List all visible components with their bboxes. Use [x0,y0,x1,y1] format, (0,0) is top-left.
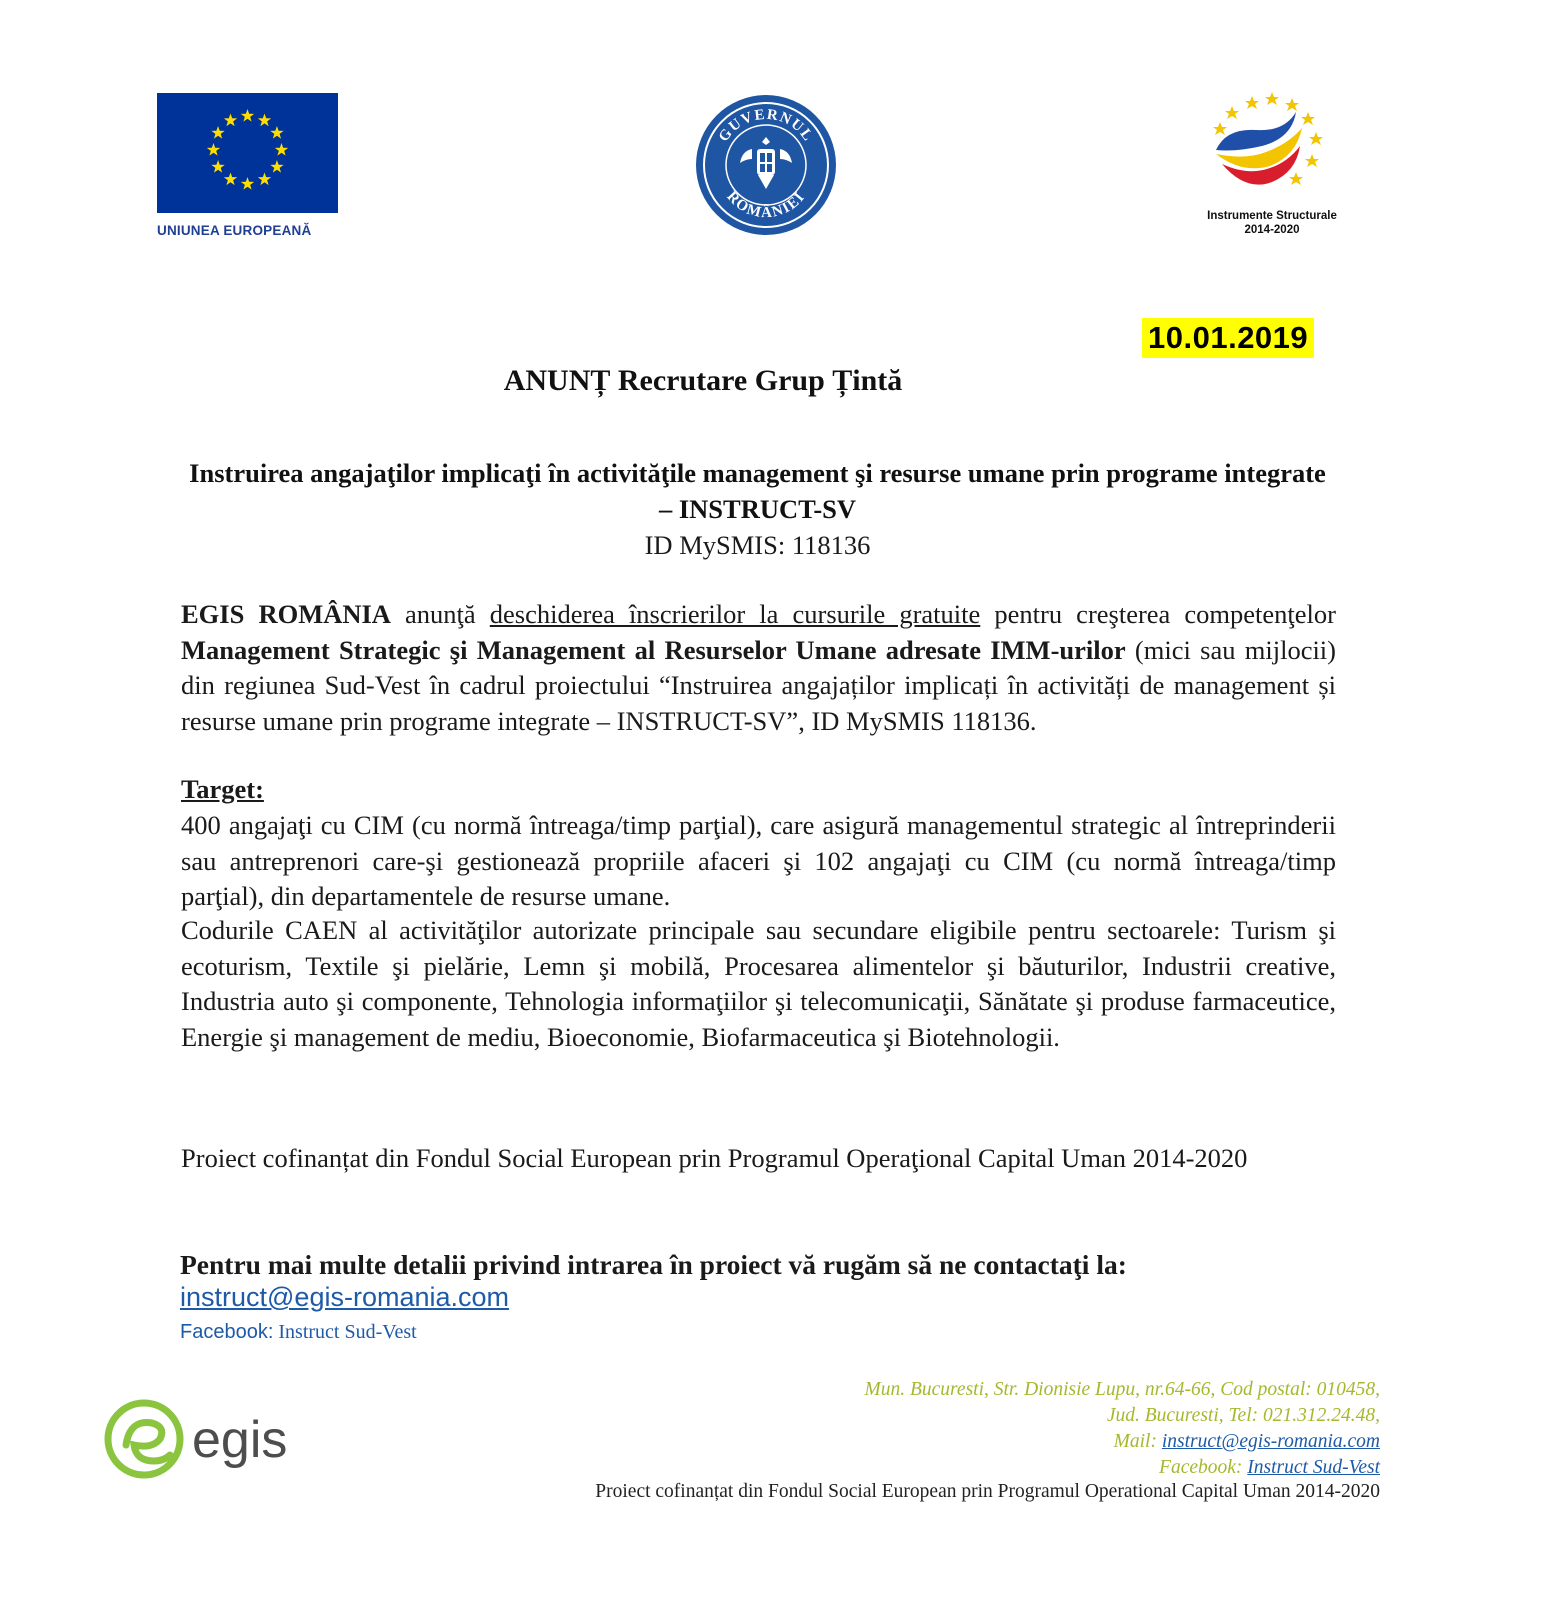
eu-flag-icon [157,93,338,213]
intro-paragraph [181,597,1336,739]
instrumente-structurale-icon [1192,90,1352,202]
contact-heading: Pentru mai multe detalii privind intrarea în proiect vă rugăm să ne contactaţi la: [180,1249,1127,1280]
svg-text:GUVERNUL: GUVERNUL [715,106,817,145]
project-id: ID MySMIS: 118136 [644,530,871,560]
caen-text: Codurile CAEN al activităţilor autorizate principale sau secundare eligibile pentru sectoarele: Turism şi ecoturism, Textile şi pielărie, Lemn şi mobilă, Procesarea alimentelor şi băuturilor, Industrii creative, Industria auto şi componente, Tehnologia informaţiilor şi telecomunicaţii, Sănătate şi produse farmaceutice, Energie şi management de mediu, Bioeconomie, Biofarmaceutica şi Biotehnologii. [181,915,1336,1052]
egis-logo-icon [104,1395,314,1485]
footer-address [680,1377,1380,1481]
instrumente-structurale-label [1192,209,1352,237]
intro-mid: pentru creşterea competenţelor [980,599,1336,629]
footer-facebook-line [680,1455,1380,1481]
guvernul-romaniei-seal-icon [694,93,838,237]
competencies-text: Management Strategic şi Management al Resurselor Umane adresate IMM-urilor [181,634,1126,665]
enrollment-text: deschiderea înscrierilor la cursurile gratuite [489,599,981,629]
footer-address-line2: Jud. Bucuresti, Tel: 021.312.24.48, [1106,1405,1380,1426]
contact-email-link[interactable]: instruct@egis-romania.com [180,1282,510,1312]
struct-label-line2: 2014-2020 [1244,224,1300,236]
egis-wordmark: egis [192,1411,288,1469]
page-title: ANUNȚ Recrutare Grup Țintă [503,364,903,397]
instrumente-structurale-logo [1192,90,1352,237]
svg-text:ROMÂNIEI: ROMÂNIEI [723,188,809,222]
date-badge: 10.01.2019 [1142,318,1314,358]
eu-label: UNIUNEA EUROPEANĂ [157,223,312,238]
footer-address-line1: Mun. Bucuresti, Str. Dionisie Lupu, nr.64-66, Cod postal: 010458, [864,1379,1380,1400]
facebook-link[interactable]: Instruct Sud-Vest [278,1321,417,1343]
target-heading: Target: [181,774,264,804]
footer-mail-line [680,1429,1380,1455]
intro-announces: anunţă [390,599,490,629]
facebook-line [180,1321,417,1344]
intro-rest: (mici sau mijlocii) din regiunea Sud-Vest în cadrul proiectului “Instruirea angajaților implicați în activități de management și resurse umane prin programe integrate – INSTRUCT-SV”, ID MySMIS 118136. [181,634,1336,736]
footer-mail-label: Mail: [1113,1431,1157,1452]
target-text: 400 angajaţi cu CIM (cu normă întreaga/timp parţial), care asigură managementul strategic al întreprinderii sau antreprenori care-şi gestionează propriile afaceri şi 102 angajaţi cu CIM (cu normă întreaga/timp parţial), din departamentele de resurse umane. [181,810,1336,911]
footer-cofinancing: Proiect cofinanțat din Fondul Social European prin Programul Operational Capital Uman 2014-2020 [595,1481,1380,1502]
footer-facebook-label: Facebook: [1159,1457,1243,1478]
eu-logo [157,93,338,238]
facebook-label: Facebook: [180,1321,274,1343]
struct-label-line1: Instrumente Structurale [1207,210,1337,222]
footer-mail-link[interactable]: instruct@egis-romania.com [1161,1431,1380,1452]
footer-facebook-link[interactable]: Instruct Sud-Vest [1247,1457,1380,1478]
org-name: EGIS ROMÂNIA [181,599,391,629]
project-title: Instruirea angajaţilor implicaţi în activităţile management şi resurse umane prin programe integrate – INSTRUCT-SV [189,458,1326,524]
cofinancing-text: Proiect cofinanțat din Fondul Social European prin Programul Operaţional Capital Uman 2014-2020 [181,1143,1248,1173]
